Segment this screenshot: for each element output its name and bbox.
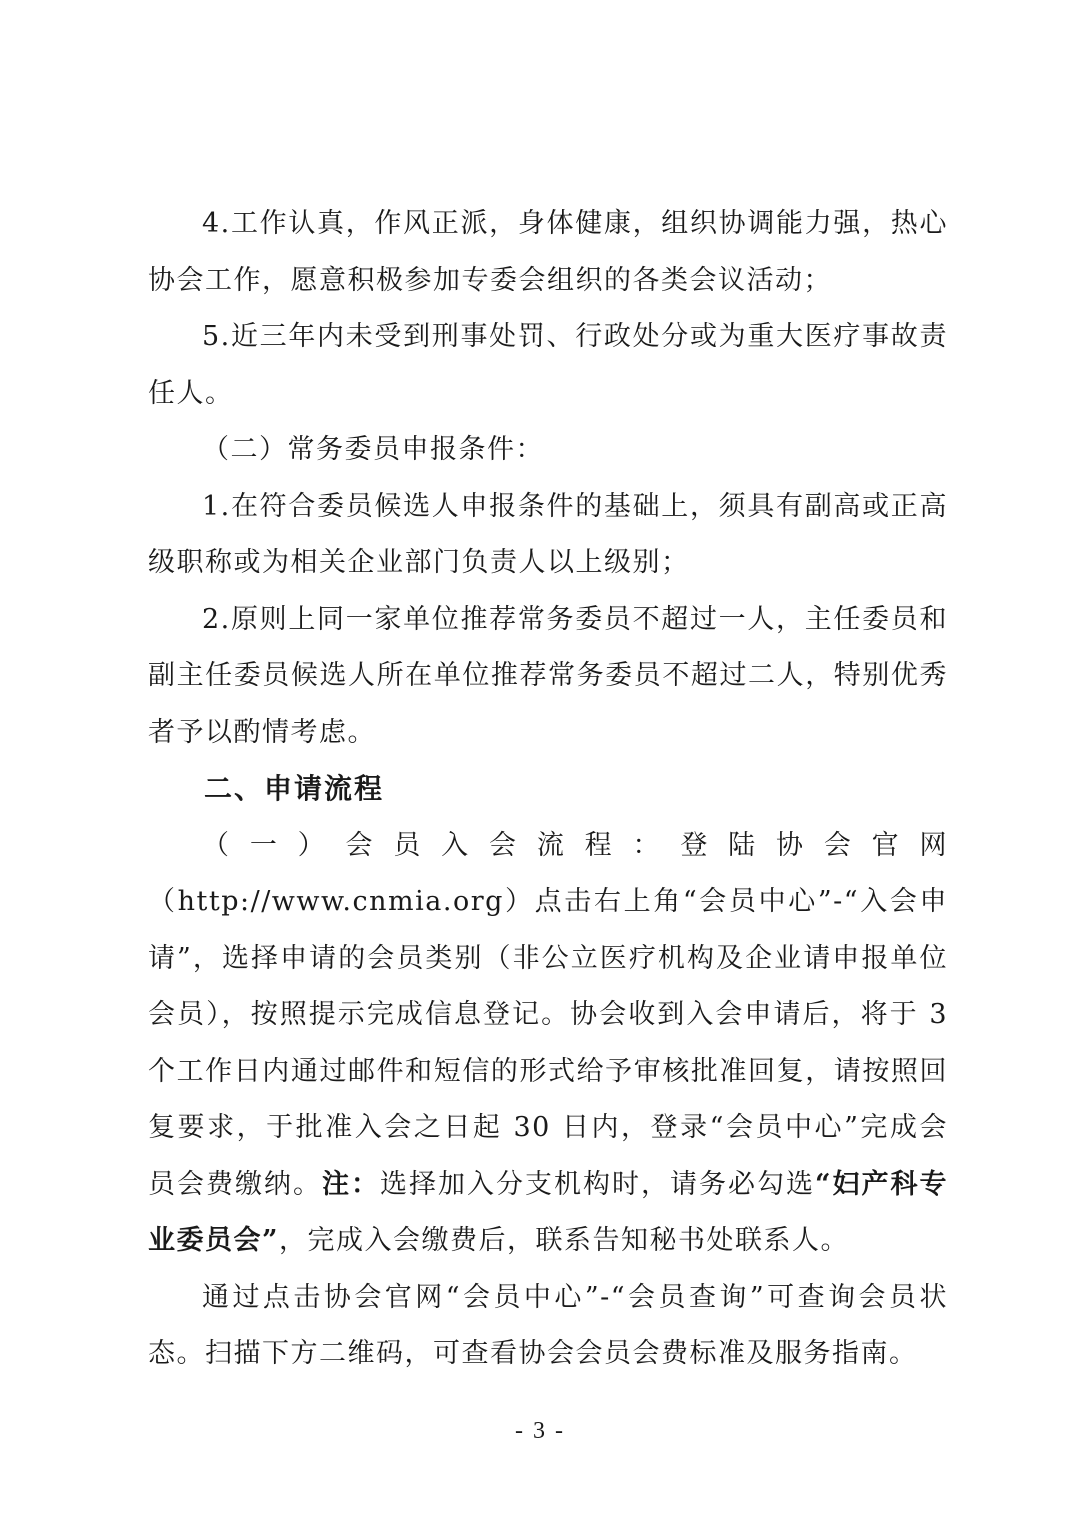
paragraph-standing-condition-1: 1.在符合委员候选人申报条件的基础上，须具有副高或正高级职称或为相关企业部门负责人以上级别； (148, 490, 948, 578)
paragraph-standing-condition-2: 2.原则上同一家单位推荐常务委员不超过一人，主任委员和副主任委员候选人所在单位推荐常务委员不超过二人，特别优秀者予以酌情考虑。 (148, 603, 948, 748)
process-text-3: ，完成入会缴费后，联系告知秘书处联系人。 (279, 1225, 850, 1256)
committee-name-highlight: “妇产科专业委员会” (148, 1168, 949, 1256)
process-lead: （一）会员入会流程： (202, 829, 681, 861)
process-text-2: 选择加入分支机构时，请务必勾选 (380, 1168, 815, 1200)
paragraph-condition-5: 5.近三年内未受到刑事处罚、行政处分或为重大医疗事故责任人。 (148, 321, 948, 409)
paragraph-member-query: 通过点击协会官网“会员中心”-“会员查询”可查询会员状态。扫描下方二维码，可查看协会会员会费标准及服务指南。 (148, 1281, 948, 1369)
section-heading-application-process: 二、申请流程 (204, 772, 385, 805)
paragraph-condition-4: 4.工作认真，作风正派，身体健康，组织协调能力强，热心协会工作，愿意积极参加专委会组织的各类会议活动； (148, 208, 948, 296)
process-text-1: 登陆协会官网（http://www.cnmia.org）点击右上角“会员中心”-“入会申请”，选择申请的会员类别（非公立医疗机构及企业请申报单位会员），按照提示完成信息登记。协会收到入会申请后，将于 3 个工作日内通过邮件和短信的形式给予审核批准回复，请按照回复要求，于批准入会之日起 30 日内，登录“会员中心”完成会员会费缴纳。 (148, 829, 949, 1200)
paragraph-membership-process (148, 818, 948, 1270)
document-body (148, 196, 948, 1383)
note-label: 注： (322, 1168, 380, 1200)
subheading-standing-committee: （二）常务委员申报条件： (202, 434, 544, 465)
page-number: - 3 - (515, 1418, 565, 1444)
